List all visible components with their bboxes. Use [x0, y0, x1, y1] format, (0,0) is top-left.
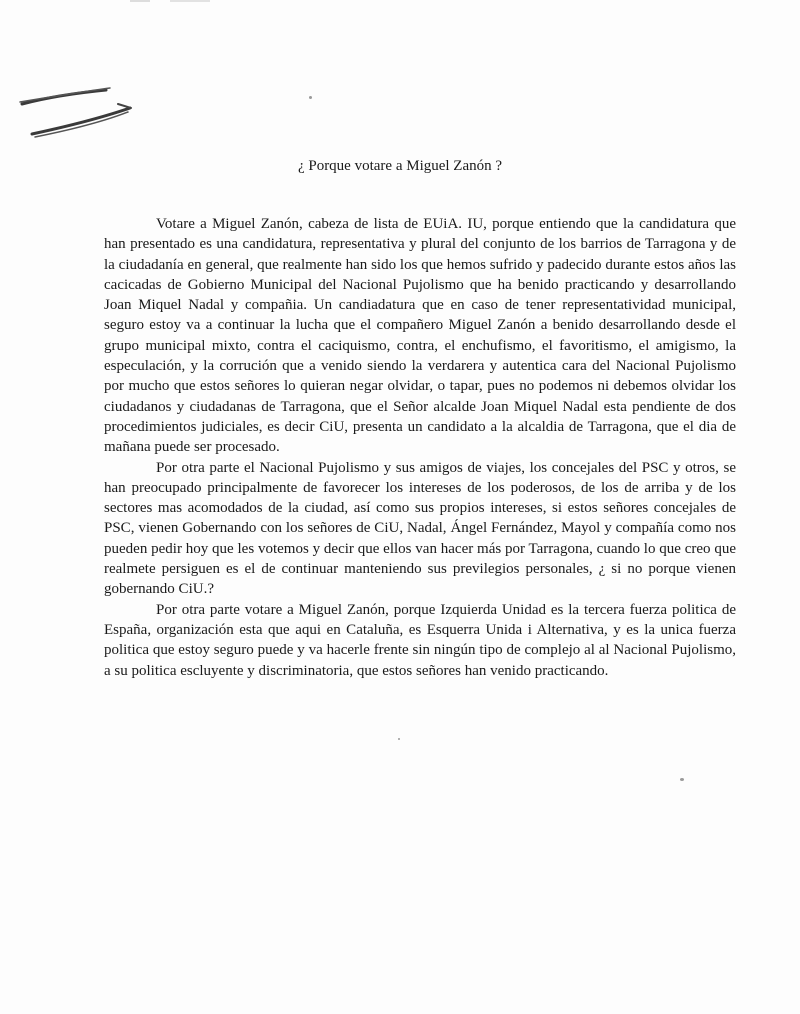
document-body — [104, 214, 736, 681]
dust-speck — [309, 96, 312, 99]
pen-scribble-marks — [20, 88, 131, 137]
paragraph-2: Por otra parte el Nacional Pujolismo y sus amigos de viajes, los concejales del PSC y otros, se han preocupado principalmente de favorecer los intereses de los poderosos, de los de arriba y de los sectores mas acomodados de la ciudad, así como sus propios intereses, si estos señores concejales de PSC, vienen Gobernando con los señores de CiU, Nadal, Ángel Fernández, Mayol y compañía como nos pueden pedir hoy que les votemos y decir que ellos van hacer más por Tarragona, cuando lo que creo que realmete persiguen es el de continuar manteniendo sus previlegios personales, ¿ si no porque vienen gobernando CiU.? — [104, 459, 736, 598]
document-title: ¿ Porque votare a Miguel Zanón ? — [297, 158, 503, 174]
dust-speck — [398, 738, 400, 740]
paragraph-1: Votare a Miguel Zanón, cabeza de lista de EUiA. IU, porque entiendo que la candidatura que han presentado es una candidatura, representativa y plural del conjunto de los barrios de Tarragona y de la ciudadanía en general, que realmente han sido los que hemos sufrido y padecido durante estos años las cacicadas de Gobierno Municipal del Nacional Pujolismo que ha benido practicando y desarrollando Joan Miquel Nadal y compañia. Un candiadatura que en caso de tener representatividad municipal, seguro estoy va a continuar la lucha que el compañero Miguel Zanón a benido desarrollando desde el grupo municipal mixto, contra el caciquismo, contra, el enchufismo, el favoritismo, el amigismo, la especulación, y la corrución que a venido siendo la verdarera y autentica cara del Nacional Pujolismo por mucho que estos señores lo quieran negar olvidar, o tapar, pues no podemos ni debemos olvidar los ciudadanos y ciudadanas de Tarragona, que el Señor alcalde Joan Miquel Nadal esta pendiente de dos procedimientos judiciales, es decir CiU, presenta un candidato a la alcaldia de Tarragona, que el dia de mañana puede ser procesado. — [104, 216, 736, 456]
dust-speck — [680, 778, 684, 781]
paragraph-3: Por otra parte votare a Miguel Zanón, porque Izquierda Unidad es la tercera fuerza politica de España, organización esta que aqui en Cataluña, es Esquerra Unida i Alternativa, y es la unica fuerza politica que estoy seguro puede y va hacerle frente sin ningún tipo de complejo al al Nacional Pujolismo, a su politica escluyente y discriminatoria, que estos señores han venido practicando. — [104, 601, 736, 679]
